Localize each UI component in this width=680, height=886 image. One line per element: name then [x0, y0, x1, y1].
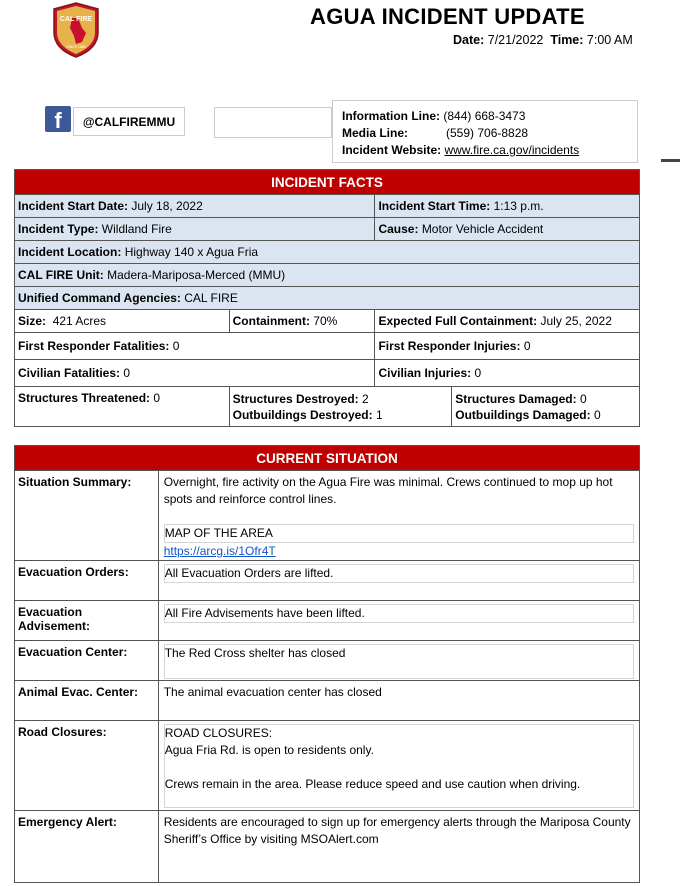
page-title: AGUA INCIDENT UPDATE [310, 4, 585, 29]
road-closures-line1: Agua Fria Rd. is open to residents only. [164, 743, 374, 757]
road-closures-heading: ROAD CLOSURES: [164, 726, 273, 740]
incident-facts-title: INCIDENT FACTS [15, 170, 640, 195]
civ-fatalities-cell: Civilian Fatalities: 0 [15, 360, 375, 387]
incident-facts-table [14, 169, 640, 427]
facebook-handle[interactable]: @CALFIREMMU [73, 107, 185, 136]
evac-center-text: The Red Cross shelter has closed [164, 644, 634, 679]
situation-summary-cell [158, 471, 639, 561]
evac-center-cell [158, 641, 639, 681]
media-line-label: Media Line: [342, 126, 409, 140]
current-situation-table [14, 445, 640, 883]
cal-fire-logo [52, 2, 100, 58]
road-closures-cell [158, 721, 639, 811]
expected-containment-cell: Expected Full Containment: July 25, 2022 [375, 310, 640, 333]
evac-orders-label: Evacuation Orders: [15, 561, 159, 601]
size-cell: Size: 421 Acres [15, 310, 230, 333]
civ-injuries-cell: Civilian Injuries: 0 [375, 360, 640, 387]
emergency-alert-text: Residents are encouraged to sign up for emergency alerts through the Mariposa County Sheriff’s Office by visiting MSOAlert.com [163, 815, 631, 846]
facebook-icon[interactable]: f [45, 106, 71, 132]
start-date-cell: Incident Start Date: July 18, 2022 [15, 195, 375, 218]
situation-summary-label: Situation Summary: [15, 471, 159, 561]
map-label: MAP OF THE AREA [164, 526, 273, 540]
incident-location-cell: Incident Location: Highway 140 x Agua Fria [15, 241, 640, 264]
time-label: Time: [550, 33, 584, 47]
current-situation-title: CURRENT SITUATION [15, 446, 640, 471]
contact-info [332, 100, 638, 163]
map-link[interactable]: https://arcg.is/1Ofr4T [163, 544, 276, 558]
info-line-label: Information Line: [342, 109, 440, 123]
evac-advisement-label: Evacuation Advisement: [15, 601, 159, 641]
structures-destroyed-cell: Structures Destroyed: 2 Outbuildings Destroyed: 1 [229, 387, 452, 427]
emergency-alert-cell [158, 811, 639, 883]
fr-injuries-cell: First Responder Injuries: 0 [375, 333, 640, 360]
divider [661, 159, 680, 162]
evac-orders-text: All Evacuation Orders are lifted. [164, 564, 634, 583]
evac-advisement-text: All Fire Advisements have been lifted. [164, 604, 634, 623]
containment-cell: Containment: 70% [229, 310, 375, 333]
evac-center-label: Evacuation Center: [15, 641, 159, 681]
fr-fatalities-cell: First Responder Fatalities: 0 [15, 333, 375, 360]
structures-damaged-cell: Structures Damaged: 0 Outbuildings Damaged: 0 [452, 387, 640, 427]
animal-center-label: Animal Evac. Center: [15, 681, 159, 721]
website-label: Incident Website: [342, 143, 442, 157]
agencies-cell: Unified Command Agencies: CAL FIRE [15, 287, 640, 310]
media-line-value: (559) 706-8828 [446, 126, 529, 140]
evac-advisement-cell [158, 601, 639, 641]
start-time-cell: Incident Start Time: 1:13 p.m. [375, 195, 640, 218]
map-box [164, 524, 634, 543]
blank-box [214, 107, 332, 138]
time-value: 7:00 AM [586, 33, 633, 47]
incident-type-cell: Incident Type: Wildland Fire [15, 218, 375, 241]
cal-fire-unit-cell: CAL FIRE Unit: Madera-Mariposa-Merced (MMU) [15, 264, 640, 287]
structures-threatened-cell: Structures Threatened: 0 [15, 387, 230, 427]
evac-orders-cell [158, 561, 639, 601]
emergency-alert-label: Emergency Alert: [15, 811, 159, 883]
animal-center-cell [158, 681, 639, 721]
logo-text: CAL FIRE [59, 16, 93, 23]
info-line-value: (844) 668-3473 [443, 109, 526, 123]
date-label: Date: [453, 33, 485, 47]
cause-cell: Cause: Motor Vehicle Accident [375, 218, 640, 241]
road-closures-line2: Crews remain in the area. Please reduce speed and use caution when driving. [164, 777, 581, 791]
logo-subtext: SINCE 1885 [66, 45, 86, 49]
animal-center-text: The animal evacuation center has closed [163, 685, 382, 699]
road-closures-label: Road Closures: [15, 721, 159, 811]
date-time [453, 33, 633, 47]
road-closures-box [164, 724, 634, 808]
date-value: 7/21/2022 [487, 33, 544, 47]
website-link[interactable]: www.fire.ca.gov/incidents [444, 143, 580, 157]
situation-summary-text: Overnight, fire activity on the Agua Fire was minimal. Crews continued to mop up hot spots and reinforce control lines. [163, 475, 613, 506]
